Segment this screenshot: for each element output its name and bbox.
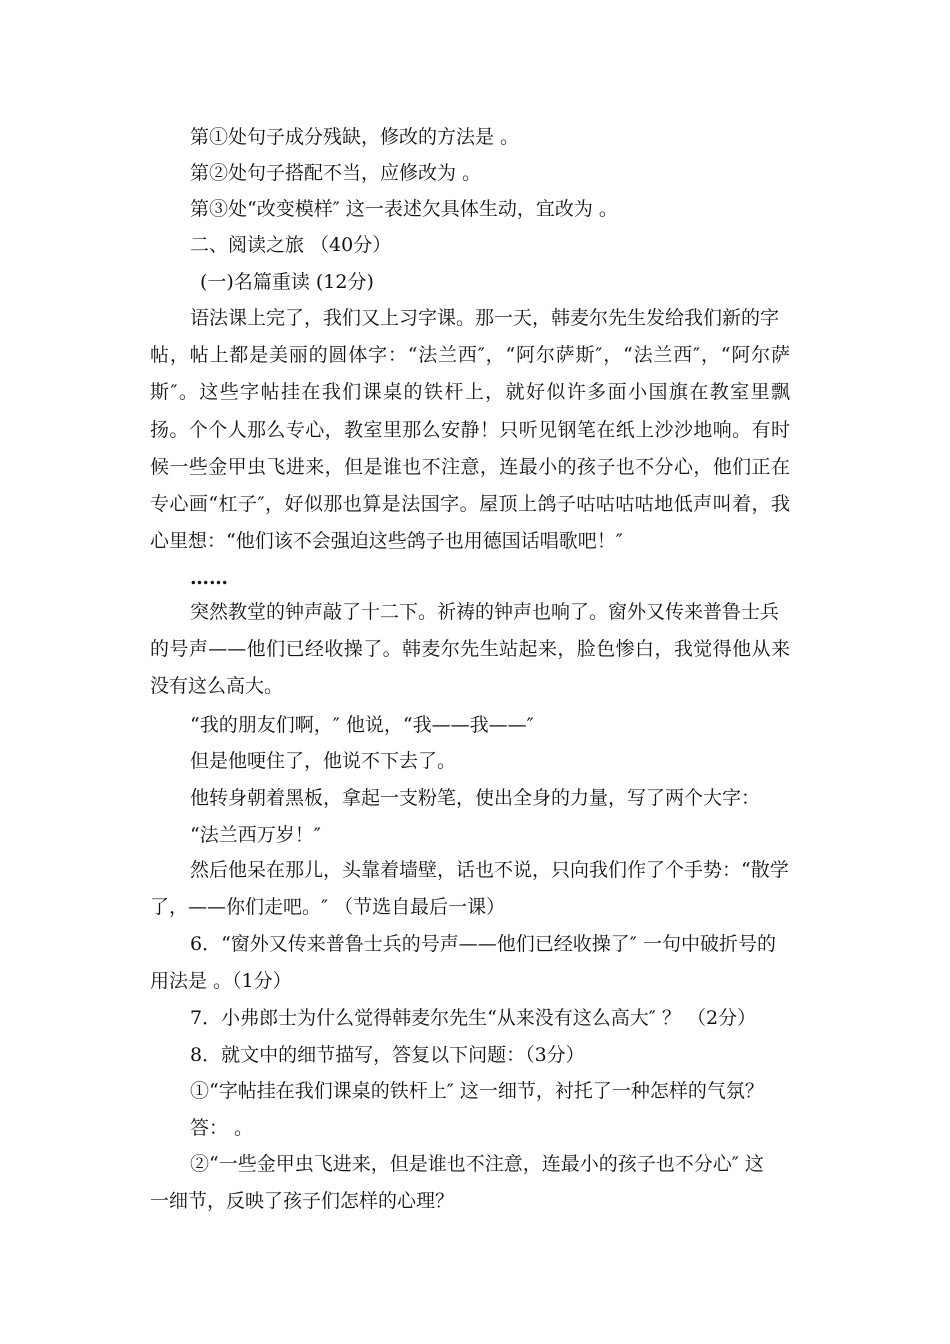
question-8-part-2-cont: 一细节，反映了孩子们怎样的心理？ [150,1190,455,1212]
passage-line: “法兰西万岁！″ [190,824,321,846]
passage-line: 然后他呆在那儿，头靠着墙壁，话也不说，只向我们作了个手势：“散学 [190,859,789,881]
answer-line: 答： 。 [190,1117,254,1139]
passage-line: 语法课上完了，我们又上习字课。那一天，韩麦尔先生发给我们新的字 [190,307,780,329]
text-line: 第①处句子成分残缺，修改的方法是 。 [190,126,520,148]
text-line: 第②处句子搭配不当，应修改为 。 [190,162,482,184]
passage-line: “我的朋友们啊，″ 他说，“我——我——″ [190,714,534,736]
subsection-heading: (一)名篇重读 (12分) [200,271,374,293]
passage-line: 突然教堂的钟声敲了十二下。祈祷的钟声也响了。窗外又传来普鲁士兵 [190,601,780,623]
question-6: 6．“窗外又传来普鲁士兵的号声——他们已经收操了″ 一句中破折号的 [190,933,776,955]
question-8-part-2: ②“一些金甲虫飞进来，但是谁也不注意，连最小的孩子也不分心″ 这 [190,1153,764,1175]
question-6-cont: 用法是 。（1分） [150,970,292,992]
question-7: 7．小弗郎士为什么觉得韩麦尔先生“从来没有这么高大″ ？ （2分） [190,1007,757,1029]
passage-line: 专心画“杠子″，好似那也算是法国字。屋顶上鸽子咕咕咕咕地低声叫着，我 [150,493,790,515]
passage-line: 了，——你们走吧。″ （节选自最后一课） [150,896,506,918]
passage-line: 他转身朝着黑板，拿起一支粉笔，使出全身的力量，写了两个大字： [190,787,761,809]
passage-line: 但是他哽住了，他说不下去了。 [190,750,457,772]
question-8-part-1: ①“字帖挂在我们课桌的铁杆上″ 这一细节，衬托了一种怎样的气氛？ [190,1080,764,1102]
ellipsis: …… [190,567,228,589]
passage-line: 心里想：“他们该不会强迫这些鸽子也用德国话唱歌吧！″ [150,530,623,552]
passage-line: 斯″。这些字帖挂在我们课桌的铁杆上，就好似许多面小国旗在教室里飘 [150,381,790,403]
passage-line: 候一些金甲虫飞进来，但是谁也不注意，连最小的孩子也不分心，他们正在 [150,456,790,478]
text-line: 第③处“改变模样″ 这一表述欠具体生动，宜改为 。 [190,198,618,220]
passage-line: 帖，帖上都是美丽的圆体字：“法兰西″，“阿尔萨斯″，“法兰西″，“阿尔萨 [150,344,790,366]
section-heading: 二、阅读之旅 （40分） [190,234,392,256]
passage-line: 的号声——他们已经收操了。韩麦尔先生站起来，脸色惨白，我觉得他从来 [150,638,790,660]
passage-line: 没有这么高大。 [150,675,284,697]
passage-line: 扬。个个人那么专心，教室里那么安静！只听见钢笔在纸上沙沙地响。有时 [150,419,790,441]
question-8: 8．就文中的细节描写，答复以下问题：（3分） [190,1044,585,1066]
